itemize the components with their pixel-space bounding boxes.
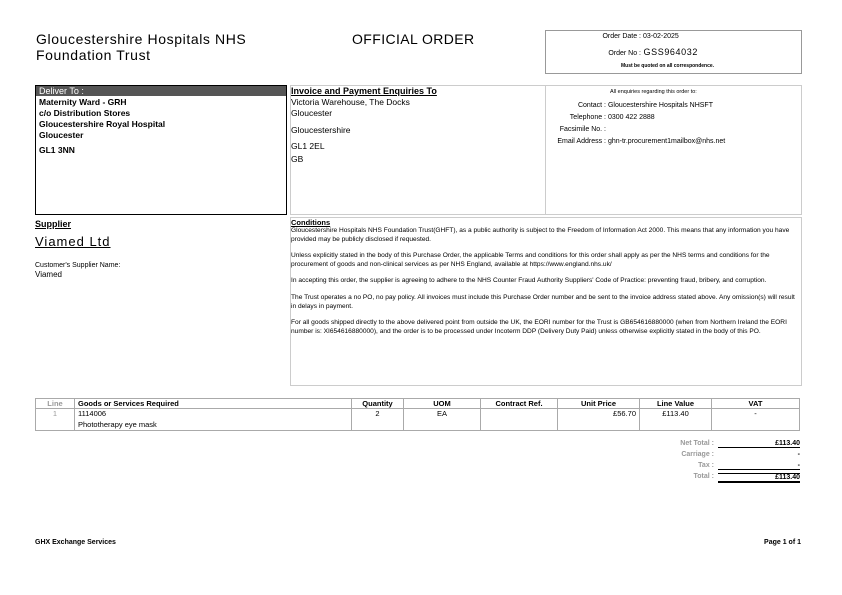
carriage-row bbox=[630, 451, 802, 462]
col-quantity: Quantity bbox=[352, 399, 404, 409]
conditions-paragraph: Unless explicitly stated in the body of this Purchase Order, the applicable Terms and conditions for this order shall apply as per the NHS terms and conditions for the procurement of goods and non-clinical services as per NHS England, available at https://www.england.nhs.uk/ bbox=[291, 252, 770, 268]
telephone-row bbox=[546, 114, 655, 121]
grand-total-value: £113.40 bbox=[718, 473, 800, 483]
tax-value: - bbox=[718, 462, 800, 470]
supplier-heading: Supplier bbox=[35, 219, 72, 229]
contact-label: Contact : bbox=[577, 102, 606, 109]
cell-line: 1 bbox=[36, 409, 75, 419]
invoice-line: Gloucester bbox=[291, 108, 333, 118]
col-unit-price: Unit Price bbox=[558, 399, 640, 409]
deliver-line: Gloucestershire Royal Hospital bbox=[39, 119, 166, 129]
invoice-line: GL1 2EL bbox=[291, 141, 325, 151]
invoice-heading: Invoice and Payment Enquiries To bbox=[291, 86, 437, 96]
cell-quantity: 2 bbox=[352, 409, 404, 419]
cell-contract bbox=[481, 409, 558, 419]
invoice-address bbox=[291, 97, 546, 166]
document-title: OFFICIAL ORDER bbox=[352, 31, 475, 47]
customer-supplier-label: Customer's Supplier Name: bbox=[35, 262, 121, 269]
carriage-value: - bbox=[797, 451, 800, 458]
invoice-line: GB bbox=[291, 154, 304, 164]
trust-name-line1: Gloucestershire Hospitals NHS bbox=[36, 31, 247, 47]
conditions-paragraph: In accepting this order, the supplier is agreeing to adhere to the NHS Counter Fraud Authority Suppliers' Code of Practice: preventing fraud, bribery, and corruption. bbox=[291, 277, 767, 285]
grand-total-label: Total : bbox=[693, 473, 714, 480]
order-info-box bbox=[545, 30, 802, 74]
conditions-heading: Conditions bbox=[291, 218, 331, 227]
totals-block bbox=[630, 440, 802, 484]
order-no-row bbox=[546, 47, 698, 57]
deliver-line: c/o Distribution Stores bbox=[39, 108, 131, 118]
invoice-enquiries-box bbox=[290, 85, 546, 215]
telephone-label: Telephone : bbox=[569, 114, 606, 121]
email-row bbox=[546, 138, 725, 145]
cell-vat: - bbox=[712, 409, 800, 419]
cell-description: Phototherapy eye mask bbox=[75, 418, 352, 431]
conditions-box bbox=[290, 217, 802, 386]
invoice-line: Gloucestershire bbox=[291, 125, 351, 135]
conditions-paragraph: For all goods shipped directly to the above delivered point from outside the UK, the EORI number for the Trust is GB654616880000 (when from Northern Ireland the EORI number is: XI654616880000), and the order is to be processed under Incoterm DDP (Delivery Duty Paid) unless otherwise explicitly stated in the body of this PO. bbox=[291, 319, 787, 335]
net-total-label: Net Total : bbox=[680, 440, 714, 447]
quote-note: Must be quoted on all correspondence. bbox=[621, 63, 715, 69]
table-row-description bbox=[36, 418, 800, 431]
trust-name-line2: Foundation Trust bbox=[36, 47, 151, 63]
tax-row bbox=[630, 462, 802, 473]
order-no-value: GSS964032 bbox=[643, 47, 698, 57]
telephone-value: 0300 422 2888 bbox=[607, 114, 655, 121]
deliver-to-address bbox=[36, 96, 286, 157]
col-line: Line bbox=[36, 399, 75, 409]
email-value: ghn-tr.procurement1mailbox@nhs.net bbox=[607, 138, 726, 145]
deliver-line: Maternity Ward - GRH bbox=[39, 97, 127, 107]
conditions-paragraph: Gloucestershire Hospitals NHS Foundation Trust(GHFT), as a public authority is subject to the Freedom of Information Act 2000. This means that any information you have provided may be publicly disclosed if requested. bbox=[291, 227, 790, 243]
col-vat: VAT bbox=[712, 399, 800, 409]
contact-heading: All enquiries regarding this order to: bbox=[610, 89, 697, 95]
net-total-value: £113.40 bbox=[718, 440, 800, 448]
page-number: Page 1 of 1 bbox=[764, 539, 801, 546]
col-uom: UOM bbox=[404, 399, 481, 409]
footer-provider: GHX Exchange Services bbox=[35, 539, 116, 546]
cell-unit-price: £56.70 bbox=[558, 409, 640, 419]
conditions-paragraph: The Trust operates a no PO, no pay policy. All invoices must include this Purchase Order number and be sent to the invoice address stated above. Any omission(s) will result in delays in payment. bbox=[291, 293, 795, 310]
grand-total-row bbox=[630, 473, 802, 484]
deliver-to-heading: Deliver To : bbox=[36, 86, 286, 96]
contact-value: Gloucestershire Hospitals NHSFT bbox=[607, 102, 713, 109]
invoice-line: Victoria Warehouse, The Docks bbox=[291, 97, 410, 107]
cell-line-value: £113.40 bbox=[640, 409, 712, 419]
deliver-line: GL1 3NN bbox=[39, 145, 75, 155]
fax-label: Facsimile No. : bbox=[559, 126, 606, 133]
tax-label: Tax : bbox=[698, 462, 714, 469]
order-items-table bbox=[35, 398, 800, 431]
deliver-line: Gloucester bbox=[39, 130, 84, 140]
order-date-value: 03-02-2025 bbox=[642, 33, 679, 40]
customer-supplier-value: Viamed bbox=[35, 270, 62, 279]
order-date-label: Order Date : bbox=[602, 33, 641, 40]
table-header-row bbox=[36, 399, 800, 409]
deliver-to-box bbox=[35, 85, 287, 215]
supplier-name: Viamed Ltd bbox=[35, 234, 111, 249]
col-goods: Goods or Services Required bbox=[75, 399, 352, 409]
order-no-label: Order No : bbox=[608, 50, 641, 57]
cell-code: 1114006 bbox=[75, 409, 352, 419]
contact-box bbox=[545, 85, 802, 215]
col-contract: Contract Ref. bbox=[481, 399, 558, 409]
carriage-label: Carriage : bbox=[681, 451, 714, 458]
contact-row bbox=[546, 102, 713, 109]
email-label: Email Address : bbox=[557, 138, 606, 145]
cell-uom: EA bbox=[404, 409, 481, 419]
net-total-row bbox=[630, 440, 802, 451]
fax-row bbox=[546, 126, 606, 133]
order-date-row bbox=[546, 33, 679, 40]
col-line-value: Line Value bbox=[640, 399, 712, 409]
table-row bbox=[36, 409, 800, 419]
trust-name bbox=[36, 31, 246, 63]
